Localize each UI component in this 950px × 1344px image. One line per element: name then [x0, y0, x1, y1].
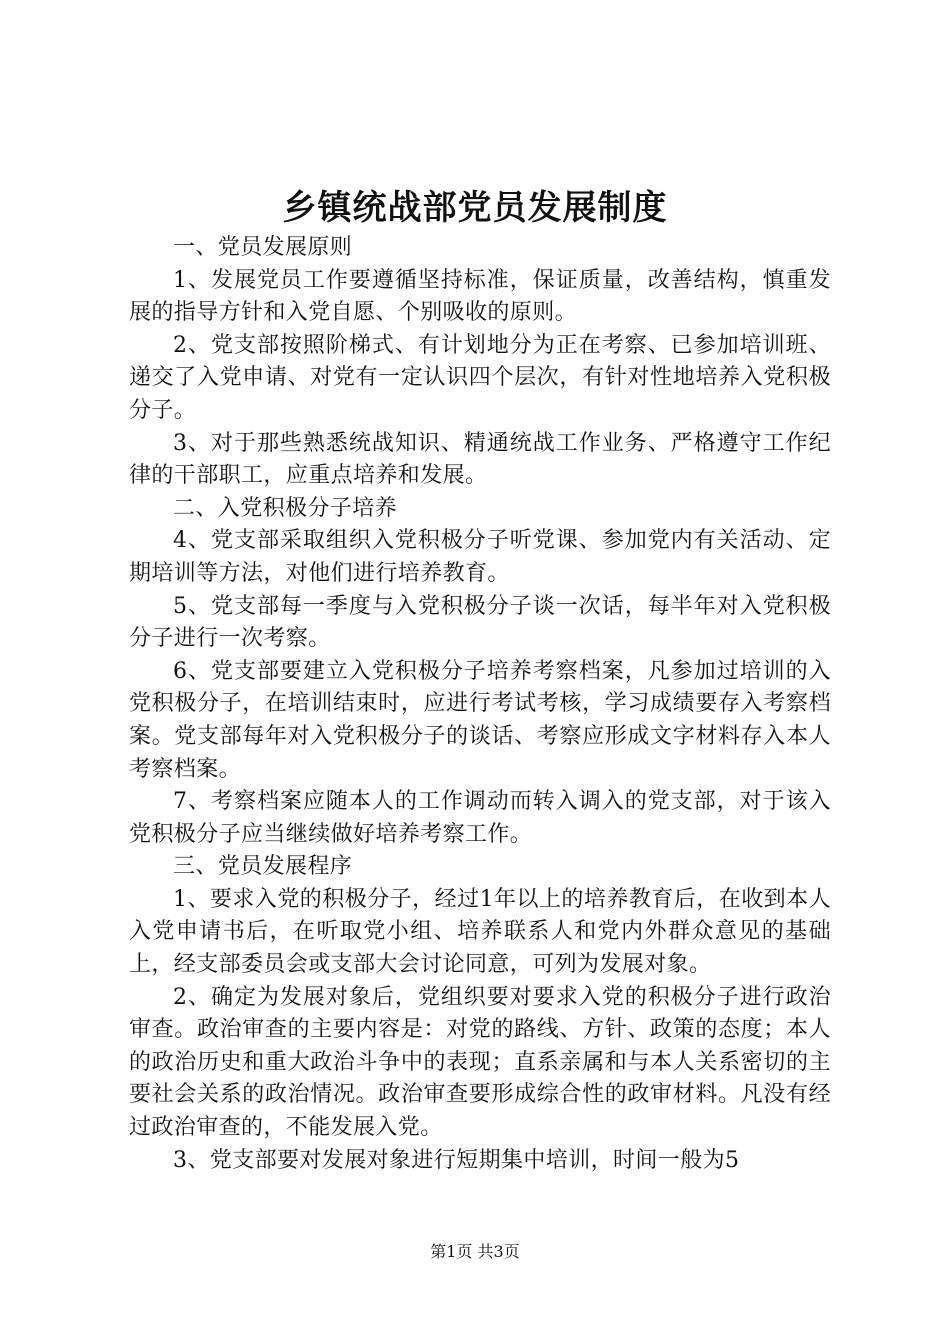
paragraph: 4、党支部采取组织入党积极分子听党课、参加党内有关活动、定期培训等方法，对他们进行培养教育。 [129, 528, 831, 586]
paragraph: 5、党支部每一季度与入党积极分子谈一次话，每半年对入党积极分子进行一次考察。 [129, 593, 831, 652]
paragraph: 1、发展党员工作要遵循坚持标准，保证质量，改善结构，慎重发展的指导方针和入党自愿、个别吸收的原则。 [129, 267, 831, 326]
section-heading: 三、党员发展程序 [173, 854, 353, 880]
document-body [129, 232, 831, 1177]
page-number-footer: 第1页 共3页 [430, 1242, 520, 1261]
paragraph: 2、党支部按照阶梯式、有计划地分为正在考察、已参加培训班、递交了入党申请、对党有一定认识四个层次，有针对性地培养入党积极分子。 [129, 332, 831, 423]
paragraph: 3、对于那些熟悉统战知识、精通统战工作业务、严格遵守工作纪律的干部职工，应重点培养和发展。 [129, 430, 831, 489]
paragraph: 1、要求入党的积极分子，经过1年以上的培养教育后，在收到本人入党申请书后，在听取党小组、培养联系人和党内外群众意见的基础上，经支部委员会或支部大会讨论同意，可列为发展对象。 [129, 886, 831, 978]
section-heading: 二、入党积极分子培养 [173, 495, 398, 521]
paragraph: 3、党支部要对发展对象进行短期集中培训，时间一般为5 [173, 1147, 740, 1173]
paragraph: 6、党支部要建立入党积极分子培养考察档案，凡参加过培训的入党积极分子，在培训结束时，应进行考试考核，学习成绩要存入考察档案。党支部每年对入党积极分子的谈话、考察应形成文字材料存入本人考察档案。 [129, 658, 831, 782]
document-title: 乡镇统战部党员发展制度 [282, 188, 668, 228]
paragraph: 2、确定为发展对象后，党组织要对要求入党的积极分子进行政治审查。政治审查的主要内容是：对党的路线、方针、政策的态度；本人的政治历史和重大政治斗争中的表现；直系亲属和与本人关系密切的主要社会关系的政治情况。政治审查要形成综合性的政审材料。凡没有经过政治审查的，不能发展入党。 [129, 984, 831, 1141]
section-heading: 一、党员发展原则 [173, 235, 353, 260]
paragraph: 7、考察档案应随本人的工作调动而转入调入的党支部，对于该入党积极分子应当继续做好培养考察工作。 [129, 789, 831, 847]
